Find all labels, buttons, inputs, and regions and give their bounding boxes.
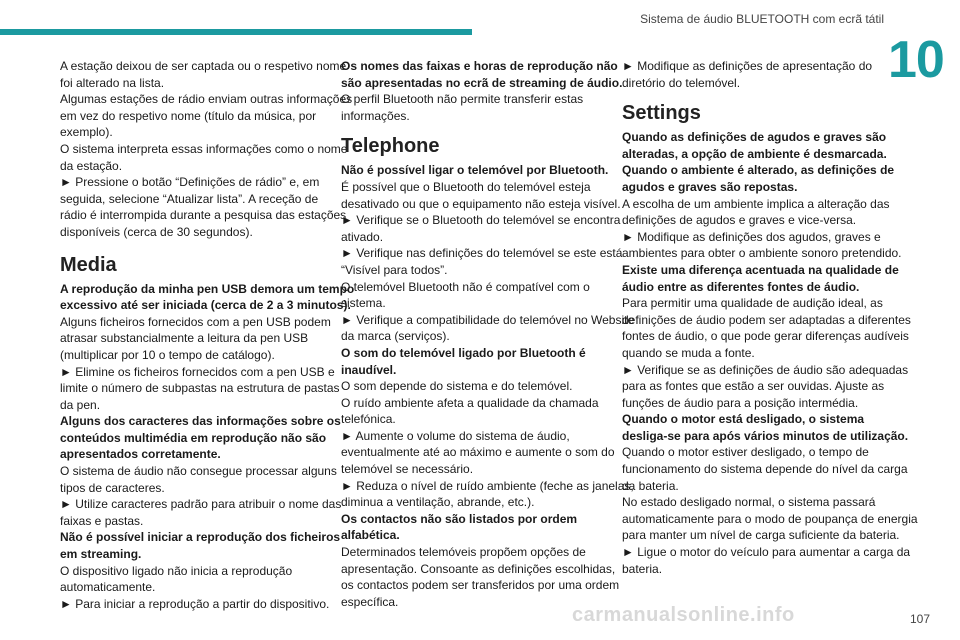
text-line: O sistema de áudio não consegue processar alguns bbox=[60, 464, 337, 479]
question-line: apresentados corretamente. bbox=[60, 447, 221, 462]
text-line: fontes de áudio, o que pode gerar diferenças audíveis bbox=[622, 329, 909, 344]
text-line: disponíveis (cerca de 30 segundos). bbox=[60, 224, 253, 239]
question-line: Não é possível ligar o telemóvel por Bluetooth. bbox=[341, 163, 609, 178]
question-line: áudio entre as diferentes fontes de áudio. bbox=[622, 279, 860, 294]
text-line: limite o número de subpastas na estrutura de pastas bbox=[60, 381, 340, 396]
text-line: O som depende do sistema e do telemóvel. bbox=[341, 379, 573, 394]
text-line: eventualmente até ao máximo e aumente o som do bbox=[341, 445, 615, 460]
question-line: O som do telemóvel ligado por Bluetooth é bbox=[341, 345, 586, 360]
question-line: A reprodução da minha pen USB demora um tempo bbox=[60, 281, 355, 296]
text-line: rádio é interrompida durante a pesquisa das estações bbox=[60, 208, 347, 223]
text-line: para manter um nível de carga suficiente da bateria. bbox=[622, 528, 900, 543]
question-line: Os contactos não são listados por ordem bbox=[341, 511, 578, 526]
text-line: ► Ligue o motor do veículo para aumentar a carga da bbox=[622, 545, 911, 560]
text-line: funcionamento do sistema depende do nível da carga bbox=[622, 462, 908, 477]
text-line: desativado ou que o equipamento não esteja visível. bbox=[341, 196, 621, 211]
question-line: são apresentadas no ecrã de streaming de áudio. bbox=[341, 75, 623, 90]
text-line: apresentação. Consoante as definições escolhidas, bbox=[341, 561, 616, 576]
text-line: ► Verifique se as definições de áudio são adequadas bbox=[622, 362, 909, 377]
text-line: ► Aumente o volume do sistema de áudio, bbox=[341, 428, 570, 443]
question-line: conteúdos multimédia em reprodução não são bbox=[60, 430, 327, 445]
text-line: ► Reduza o nível de ruído ambiente (feche as janelas, bbox=[341, 478, 634, 493]
text-line: faixas e pastas. bbox=[60, 513, 144, 528]
text-line: específica. bbox=[341, 594, 399, 609]
text-line: foi alterado na lista. bbox=[60, 75, 165, 90]
text-line: ► Modifique as definições dos agudos, graves e bbox=[622, 229, 881, 244]
text-line: O dispositivo ligado não inicia a reprodução bbox=[60, 563, 293, 578]
question-line: alfabética. bbox=[341, 528, 400, 543]
text-line: É possível que o Bluetooth do telemóvel esteja bbox=[341, 179, 591, 194]
question-line: Quando o motor está desligado, o sistema bbox=[622, 412, 865, 427]
chapter-number: 10 bbox=[888, 31, 944, 89]
question-line: Os nomes das faixas e horas de reprodução não bbox=[341, 59, 618, 73]
text-line: automaticamente. bbox=[60, 580, 156, 595]
text-line: diminua a ventilação, abrande, etc.). bbox=[341, 495, 535, 510]
text-line: (multiplicar por 10 o tempo de catálogo). bbox=[60, 347, 275, 362]
question-line: desliga-se para após vários minutos de utilização. bbox=[622, 428, 909, 443]
text-line: telefónica. bbox=[341, 412, 396, 427]
section-heading: Settings bbox=[622, 102, 701, 125]
question-line: em streaming. bbox=[60, 547, 142, 562]
header-accent-bar bbox=[0, 29, 472, 35]
text-line: da bateria. bbox=[622, 478, 679, 493]
question-line: Quando as definições de agudos e graves são bbox=[622, 130, 887, 145]
text-line: “Visível para todos”. bbox=[341, 262, 448, 277]
question-line: excessivo até ser iniciada (cerca de 2 a 3 minutos). bbox=[60, 298, 351, 313]
text-line: Algumas estações de rádio enviam outras informações bbox=[60, 92, 353, 107]
question-line: alteradas, a opção de ambiente é desmarcada. bbox=[622, 146, 887, 161]
text-line: ► Para iniciar a reprodução a partir do dispositivo. bbox=[60, 596, 330, 611]
text-line: No estado desligado normal, o sistema passará bbox=[622, 495, 876, 510]
text-line: diretório do telemóvel. bbox=[622, 75, 741, 90]
text-line: A estação deixou de ser captada ou o respetivo nome bbox=[60, 59, 347, 73]
text-column-2 bbox=[341, 58, 635, 610]
text-line: O sistema interpreta essas informações como o nome bbox=[60, 141, 348, 156]
text-column-1 bbox=[60, 58, 355, 612]
text-line: em vez do respetivo nome (título da música, por bbox=[60, 108, 317, 123]
question-line: agudos e graves são repostas. bbox=[622, 179, 798, 194]
text-line: A escolha de um ambiente implica a alteração das bbox=[622, 196, 890, 211]
text-line: O telemóvel Bluetooth não é compatível com o bbox=[341, 279, 590, 294]
text-line: os contactos podem ser transferidos por uma ordem bbox=[341, 578, 620, 593]
question-line: Não é possível iniciar a reprodução dos ficheiros bbox=[60, 530, 341, 545]
text-line: tipos de caracteres. bbox=[60, 480, 165, 495]
text-line: ► Modifique as definições de apresentação do bbox=[622, 59, 873, 73]
text-line: ► Utilize caracteres padrão para atribuir o nome das bbox=[60, 497, 342, 512]
text-line: O ruído ambiente afeta a qualidade da chamada bbox=[341, 395, 599, 410]
watermark: carmanualsonline.info bbox=[572, 604, 795, 626]
text-line: ambientes para obter o ambiente sonoro pretendido. bbox=[622, 246, 902, 261]
running-header: Sistema de áudio BLUETOOTH com ecrã tátil bbox=[640, 12, 884, 26]
text-line: Quando o motor estiver desligado, o tempo de bbox=[622, 445, 869, 460]
text-line: ► Verifique nas definições do telemóvel se este está bbox=[341, 246, 623, 261]
text-line: ► Verifique se o Bluetooth do telemóvel se encontra bbox=[341, 213, 621, 228]
text-line: definições de áudio podem ser adaptadas a diferentes bbox=[622, 312, 911, 327]
section-heading: Telephone bbox=[341, 135, 440, 158]
text-line: seguida, selecione “Atualizar lista”. A receção de bbox=[60, 191, 319, 206]
text-line: telemóvel se necessário. bbox=[341, 462, 474, 477]
text-line: Alguns ficheiros fornecidos com a pen USB podem bbox=[60, 314, 331, 329]
question-line: Existe uma diferença acentuada na qualidade de bbox=[622, 262, 899, 277]
text-line: automaticamente para o modo de poupança de energia bbox=[622, 511, 918, 526]
section-heading: Media bbox=[60, 253, 117, 276]
text-line: sistema. bbox=[341, 296, 386, 311]
text-line: Determinados telemóveis propõem opções de bbox=[341, 545, 586, 560]
text-column-3 bbox=[622, 58, 918, 577]
text-line: bateria. bbox=[622, 561, 663, 576]
text-line: O perfil Bluetooth não permite transferir estas bbox=[341, 92, 584, 107]
question-line: Alguns dos caracteres das informações sobre os bbox=[60, 414, 341, 429]
page-number: 107 bbox=[909, 612, 930, 626]
text-line: da estação. bbox=[60, 158, 123, 173]
text-line: da marca (serviços). bbox=[341, 329, 450, 344]
text-line: quando se muda a fonte. bbox=[622, 345, 755, 360]
text-line: funções de áudio para a posição intermédia. bbox=[622, 395, 859, 410]
question-line: Quando o ambiente é alterado, as definições de bbox=[622, 163, 895, 178]
text-line: da pen. bbox=[60, 397, 101, 412]
text-line: ► Pressione o botão “Definições de rádio” e, em bbox=[60, 175, 320, 190]
text-line: ativado. bbox=[341, 229, 384, 244]
text-line: Para permitir uma qualidade de audição ideal, as bbox=[622, 296, 883, 311]
question-line: inaudível. bbox=[341, 362, 397, 377]
text-line: exemplo). bbox=[60, 125, 113, 140]
text-line: ► Verifique a compatibilidade do telemóvel no Website bbox=[341, 312, 635, 327]
text-line: para as fontes que estão a ser ouvidas. Ajuste as bbox=[622, 379, 885, 394]
text-line: atrasar substancialmente a leitura da pen USB bbox=[60, 331, 309, 346]
text-line: ► Elimine os ficheiros fornecidos com a pen USB e bbox=[60, 364, 335, 379]
text-line: definições de agudos e graves e vice-versa. bbox=[622, 213, 857, 228]
text-line: informações. bbox=[341, 108, 410, 123]
